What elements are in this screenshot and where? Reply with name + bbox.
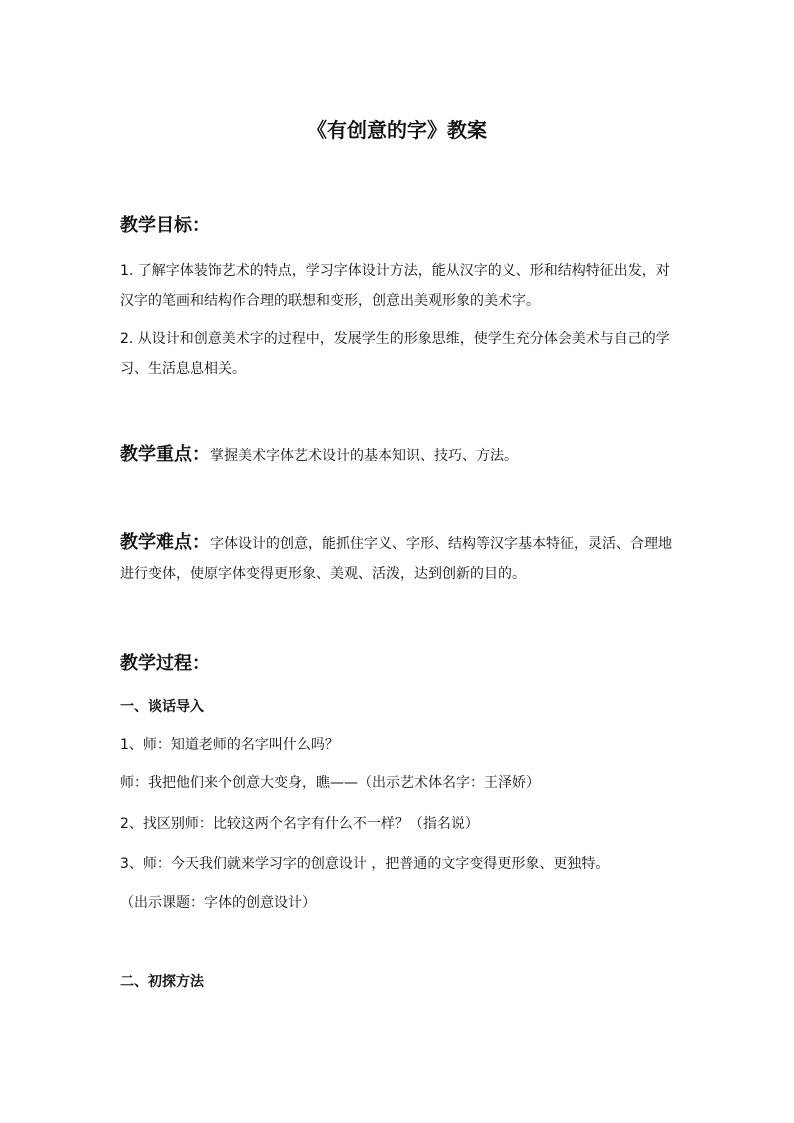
objective-item-1 xyxy=(120,256,680,316)
key-point-heading: 教学重点： xyxy=(120,444,210,465)
objectives-heading-text: 教学目标： xyxy=(120,215,210,236)
difficult-point xyxy=(120,528,680,589)
part2-heading xyxy=(120,972,680,992)
process-line-4-text: 3、师：今天我们就来学习字的创意设计 ，把普通的文字变得更形象、更独特。 xyxy=(120,856,610,872)
part1-heading-text: 一、谈话导入 xyxy=(120,699,204,715)
process-line-1 xyxy=(120,735,680,755)
process-line-5-text: （出示课题：字体的创意设计） xyxy=(120,895,316,911)
key-point-text: 掌握美术字体艺术设计的基本知识、技巧、方法。 xyxy=(210,448,518,464)
process-heading xyxy=(120,652,680,676)
difficult-point-text: 字体设计的创意，能抓住字义、字形、结构等汉字基本特征，灵活、合理地进行变体，使原字体变得更形象、美观、活泼，达到创新的目的。 xyxy=(120,536,672,582)
process-heading-text: 教学过程： xyxy=(120,653,210,674)
process-line-5 xyxy=(120,893,680,913)
document-title: 《有创意的字》教案 xyxy=(307,118,487,142)
process-line-2 xyxy=(120,773,680,793)
objective-item-2 xyxy=(120,324,680,384)
process-line-1-text: 1、师：知道老师的名字叫什么吗？ xyxy=(120,737,339,753)
part2-heading-text: 二、初探方法 xyxy=(120,974,204,990)
process-line-4 xyxy=(120,854,680,874)
objective-item-1-text: 1. 了解字体装饰艺术的特点，学习字体设计方法，能从汉字的义、形和结构特征出发，对汉字的笔画和结构作合理的联想和变形，创意出美观形象的美术字。 xyxy=(120,263,670,309)
process-line-2-text: 师：我把他们来个创意大变身，瞧——（出示艺术体名字：王泽娇） xyxy=(120,775,540,791)
difficult-point-heading: 教学难点： xyxy=(120,532,210,553)
key-point xyxy=(120,440,680,471)
process-line-3 xyxy=(120,814,680,834)
objectives-heading xyxy=(120,214,680,238)
process-line-3-text: 2、找区别师：比较这两个名字有什么不一样？（指名说） xyxy=(120,816,479,832)
part1-heading xyxy=(120,697,680,717)
objective-item-2-text: 2. 从设计和创意美术字的过程中，发展学生的形象思维，使学生充分体会美术与自己的学习、生活息息相关。 xyxy=(120,331,670,377)
